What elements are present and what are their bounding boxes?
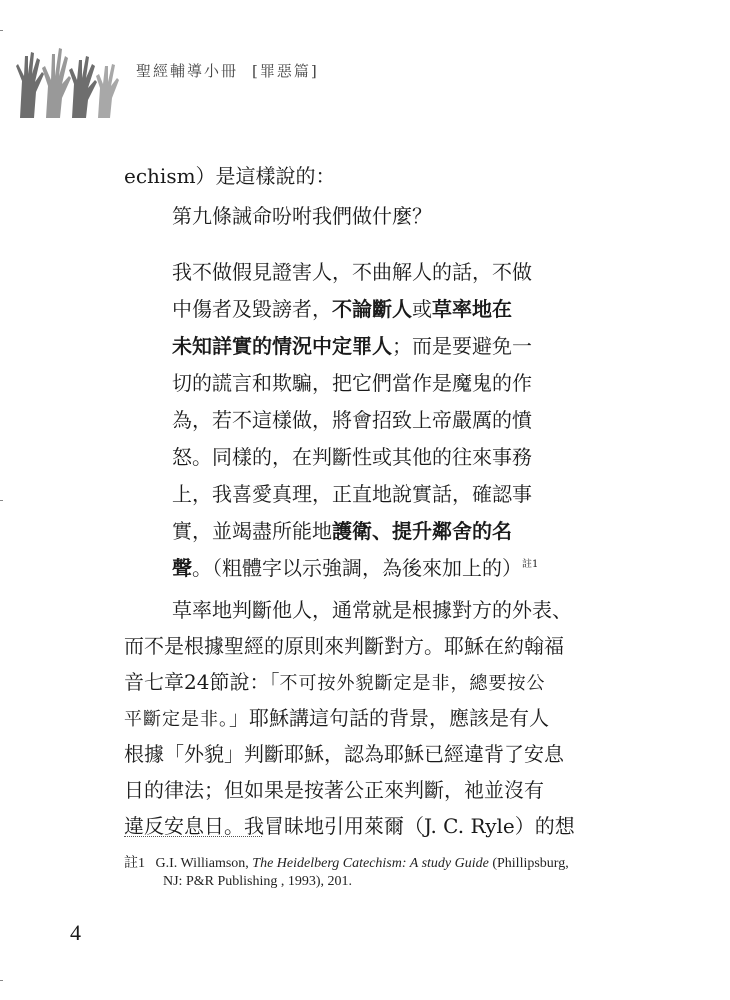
paragraph-line: 而不是根據聖經的原則來判斷對方。耶穌在約翰福: [124, 634, 564, 658]
book-title: 聖經輔導小冊: [136, 62, 239, 80]
footnote-marker: 註1: [124, 856, 145, 871]
footnote-author: G.I. Williamson,: [155, 856, 249, 871]
footnote-line: [124, 852, 569, 872]
quote-text: 。（粗體字以示強調，為後來加上的）: [192, 556, 522, 580]
bold-text: 未知詳實的情況中定罪人: [172, 334, 392, 358]
quote-line: [172, 293, 592, 322]
bold-text: 護衛、提升鄰舍的名: [332, 519, 512, 543]
scripture-quote: 平斷定是非。: [124, 709, 229, 730]
quote-line: 切的謊言和欺騙，把它們當作是魔鬼的作: [172, 371, 532, 395]
page-number: 4: [70, 920, 81, 945]
footnote-title: The Heidelberg Catechism: A study Guide: [252, 856, 489, 871]
footnote-line: NJ: P&R Publishing , 1993), 201.: [163, 874, 353, 889]
running-header: [136, 60, 319, 81]
quote-line: 怒。同樣的，在判斷性或其他的往來事務: [172, 445, 532, 469]
raised-hands-illustration: [12, 26, 122, 118]
quote-line: [172, 552, 592, 581]
quote-line: 我不做假見證害人，不曲解人的話，不做: [172, 260, 532, 284]
quote-text: 中傷者及毀謗者，: [172, 297, 332, 321]
footnote-ref: 註1: [522, 559, 539, 570]
quote-text: 實，並竭盡所能地: [172, 519, 332, 543]
crop-mark: [0, 980, 3, 981]
section-label: [罪惡篇]: [252, 62, 319, 80]
quote-line: [172, 515, 592, 544]
crop-mark: [0, 30, 3, 31]
paragraph-line: 日的律法；但如果是按著公正來判斷，祂並沒有: [124, 778, 544, 802]
paragraph-text: 音七章24節說：「: [124, 670, 280, 694]
paragraph-line: 違反安息日。我冒昧地引用萊爾（J. C. Ryle）的想: [124, 814, 575, 838]
question-line: 第九條誡命吩咐我們做什麼？: [172, 204, 432, 228]
quote-line: [172, 330, 592, 359]
paragraph-line: [124, 708, 594, 729]
quote-line: 為，若不這樣做，將會招致上帝嚴厲的憤: [172, 408, 532, 432]
bold-text: 聲: [172, 556, 192, 580]
quote-text: 或: [412, 297, 432, 321]
bold-text: 草率地在: [432, 297, 512, 321]
crop-mark: [0, 500, 3, 501]
scripture-quote: 不可按外貌斷定是非，總要按公: [279, 673, 546, 694]
paragraph-line: 草率地判斷他人，通常就是根據對方的外表、: [172, 598, 572, 622]
paragraph-text: 」耶穌講這句話的背景，應該是有人: [229, 706, 549, 730]
paragraph-line: [124, 672, 594, 693]
paragraph-line: 根據「外貌」判斷耶穌，認為耶穌已經違背了安息: [124, 742, 564, 766]
bold-text: 不論斷人: [332, 297, 412, 321]
footnote-separator: [124, 836, 262, 837]
quote-line: 上，我喜愛真理，正直地說實話，確認事: [172, 482, 532, 506]
quote-text: ；而是要避免一: [392, 334, 532, 358]
text-line: echism）是這樣說的：: [124, 164, 336, 188]
footnote-publisher: (Phillipsburg,: [492, 856, 569, 871]
